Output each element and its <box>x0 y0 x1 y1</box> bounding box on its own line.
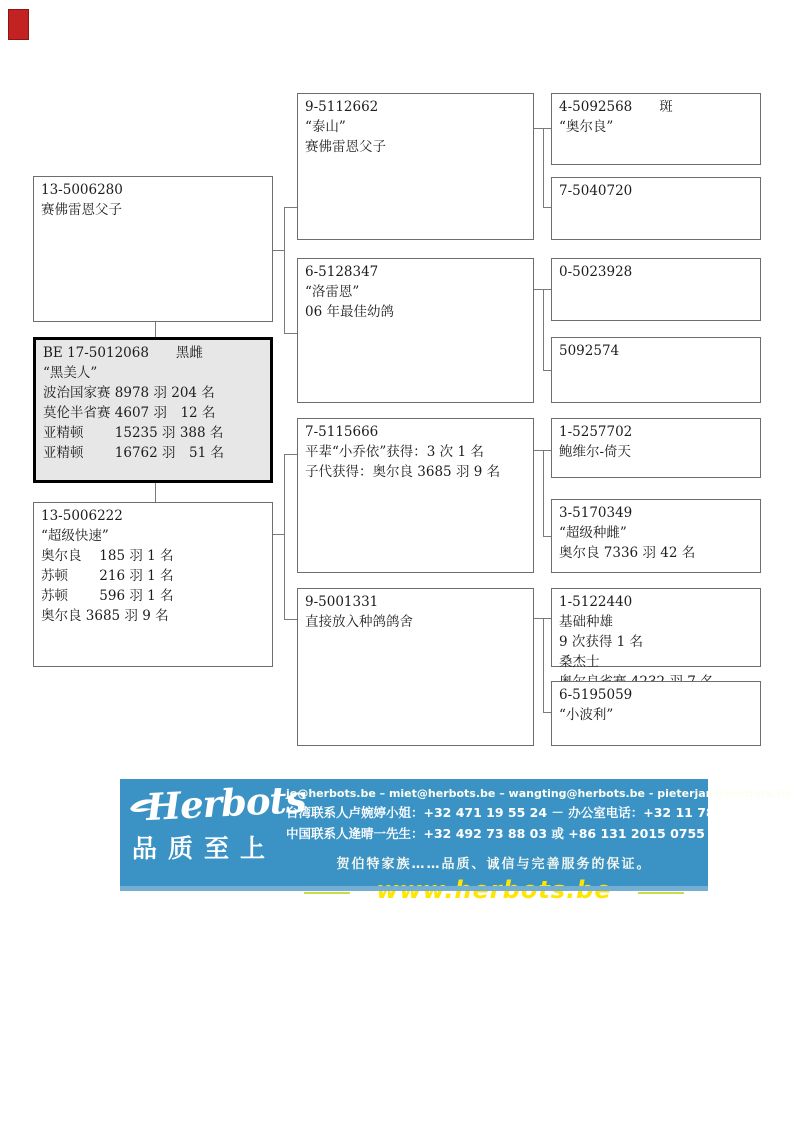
pedigree-text-line: 鲍维尔-倚天 <box>559 444 632 460</box>
pedigree-text-line: 子代获得：奥尔良 3685 羽 9 名 <box>305 464 501 480</box>
herbots-logo-text: Herbots <box>144 776 307 830</box>
pedigree-text-line: 苏顿 596 羽 1 名 <box>41 588 174 604</box>
pedigree-text-line: “奥尔良” <box>559 119 614 135</box>
connector-line <box>273 534 284 535</box>
connector-line <box>543 712 551 713</box>
pedigree-box-dam-dam-sire <box>551 588 761 670</box>
pedigree-text-line: 13-5006222 <box>41 508 123 524</box>
pedigree-text-line: 亚精顿 15235 羽 388 名 <box>43 425 224 441</box>
connector-line <box>284 207 297 208</box>
banner-contact-taiwan: 台湾联系人卢婉婷小姐：+32 471 19 55 24 － 办公室电话：+32 11 78 91 90 <box>286 805 759 820</box>
pedigree-text-line: BE 17-5012068 黑雌 <box>43 345 203 361</box>
pedigree-box-subject <box>33 337 273 483</box>
connector-line <box>273 250 284 251</box>
pedigree-text-line: 平辈“小乔依”获得：3 次 1 名 <box>305 444 484 460</box>
red-bookmark-marker <box>8 9 29 40</box>
pedigree-text-line: “超级种雌” <box>559 525 627 541</box>
pedigree-box-sire <box>33 176 273 322</box>
pedigree-text-line: 9-5112662 <box>305 99 379 115</box>
pedigree-box-dam-sire <box>297 418 534 573</box>
pedigree-text-line: 桑杰士 <box>559 654 600 670</box>
pedigree-box-dam-dam-dam <box>551 681 761 746</box>
pedigree-text-line: 波治国家赛 8978 羽 204 名 <box>43 385 215 401</box>
pedigree-text-line: 赛佛雷恩父子 <box>305 139 386 155</box>
pedigree-text-line: 9 次获得 1 名 <box>559 634 644 650</box>
pedigree-text-line: 奥尔良 7336 羽 42 名 <box>559 545 696 561</box>
pedigree-text-line: 奥尔良 3685 羽 9 名 <box>41 608 169 624</box>
pedigree-text-line: 6-5128347 <box>305 264 379 280</box>
connector-line <box>284 333 297 334</box>
connector-line <box>543 450 544 536</box>
pedigree-text-line: “超级快速” <box>41 528 109 544</box>
banner-bottom-strip <box>120 886 708 891</box>
pedigree-box-sire-dam-dam <box>551 337 761 403</box>
pedigree-text-line: 0-5023928 <box>559 264 633 280</box>
connector-line <box>543 289 544 370</box>
pedigree-text-line: 直接放入种鸽鸽舍 <box>305 614 413 630</box>
banner-slogan: 贺伯特家族……品质、诚信与完善服务的保证。 <box>336 857 652 872</box>
pedigree-text-line: 7-5115666 <box>305 424 379 440</box>
pedigree-box-sire-dam-sire <box>551 258 761 321</box>
pedigree-box-sire-sire-dam <box>551 177 761 240</box>
banner-emails: jo@herbots.be – miet@herbots.be – wangting@herbots.be - pieterjan@herbots.be <box>286 787 792 800</box>
pedigree-box-dam-sire-sire <box>551 418 761 478</box>
pedigree-text-line: 3-5170349 <box>559 505 633 521</box>
pedigree-text-line: 7-5040720 <box>559 183 633 199</box>
connector-line <box>284 619 297 620</box>
connector-line <box>155 483 156 502</box>
connector-line <box>543 128 544 207</box>
connector-line <box>543 370 551 371</box>
pedigree-box-dam-sire-dam <box>551 499 761 573</box>
pedigree-text-line: “泰山” <box>305 119 346 135</box>
pedigree-text-line: 1-5122440 <box>559 594 633 610</box>
connector-line <box>284 207 285 333</box>
pedigree-text-line: 4-5092568 斑 <box>559 99 673 115</box>
connector-line <box>543 618 544 712</box>
connector-line <box>155 322 156 337</box>
connector-line <box>284 454 297 455</box>
pedigree-text-line: “洛雷恩” <box>305 284 360 300</box>
pedigree-box-sire-sire <box>297 93 534 240</box>
herbots-banner <box>120 776 792 891</box>
pedigree-box-sire-dam <box>297 258 534 403</box>
pedigree-box-sire-sire-sire <box>551 93 761 165</box>
herbots-logo <box>128 776 308 865</box>
pedigree-text-line: 1-5257702 <box>559 424 633 440</box>
pedigree-box-dam <box>33 502 273 667</box>
pedigree-text-line: 基础种雄 <box>559 614 613 630</box>
pedigree-box-dam-dam <box>297 588 534 746</box>
connector-line <box>543 207 551 208</box>
pedigree-text-line: 6-5195059 <box>559 687 633 703</box>
banner-contact-china: 中国联系人逄晴一先生：+32 492 73 88 03 或 +86 131 2015 0755 <box>286 826 705 841</box>
pedigree-text-line: “小波利” <box>559 707 614 723</box>
connector-line <box>543 536 551 537</box>
pedigree-text-line: 赛佛雷恩父子 <box>41 202 122 218</box>
pedigree-text-line: 苏顿 216 羽 1 名 <box>41 568 174 584</box>
pedigree-text-line: 06 年最佳幼鸽 <box>305 304 394 320</box>
pedigree-text-line: 莫伦半省赛 4607 羽 12 名 <box>43 405 216 421</box>
herbots-logo-subtitle: 品质至上 <box>132 834 277 863</box>
pedigree-text-line: 奥尔良 185 羽 1 名 <box>41 548 174 564</box>
connector-line <box>284 454 285 619</box>
pedigree-text-line: 9-5001331 <box>305 594 379 610</box>
pedigree-text-line: 13-5006280 <box>41 182 123 198</box>
pedigree-text-line: “黑美人” <box>43 365 98 381</box>
pedigree-text-line: 亚精顿 16762 羽 51 名 <box>43 445 224 461</box>
pedigree-text-line: 5092574 <box>559 343 620 359</box>
